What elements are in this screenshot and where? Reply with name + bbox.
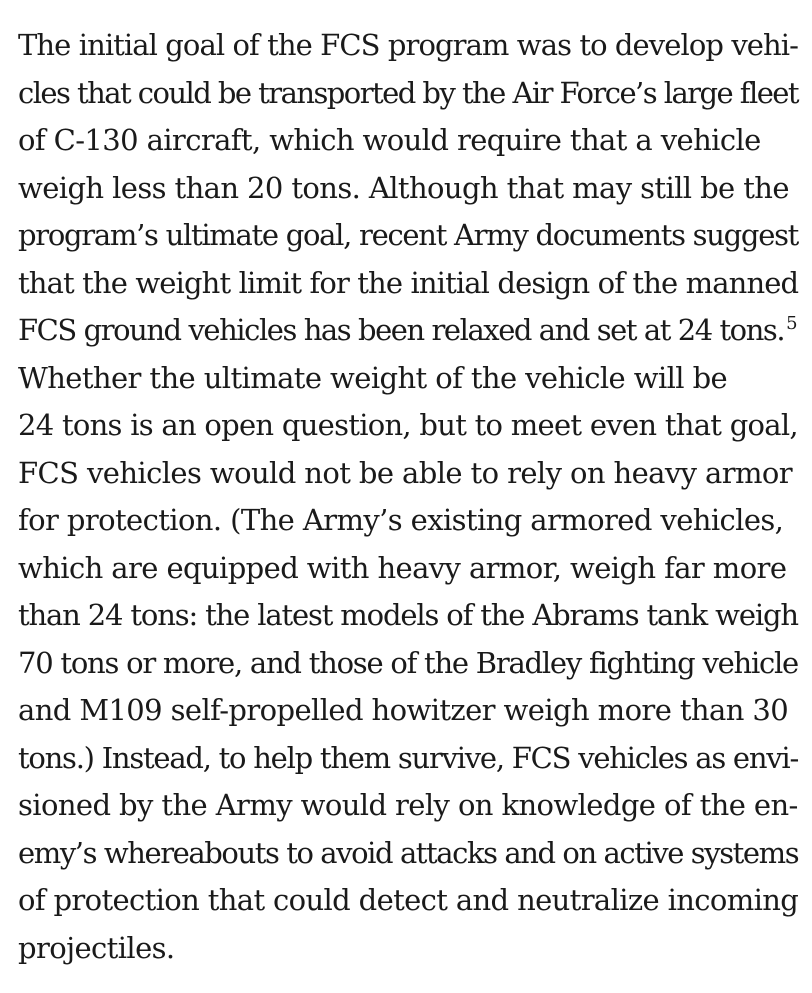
text-line: Whether the ultimate weight of the vehicle will be (18, 360, 728, 395)
text-line: 70 tons or more, and those of the Bradley fighting vehicle (18, 645, 798, 680)
text-line: FCS vehicles would not be able to rely on heavy armor (18, 455, 793, 490)
document-page (18, 22, 798, 972)
text-line: The initial goal of the FCS program was to develop vehi- (18, 28, 799, 62)
text-line: that the weight limit for the initial design of the manned (18, 265, 799, 300)
text-line-with-footnote (18, 307, 798, 355)
text-line: cles that could be transported by the Air Force’s large fleet (18, 75, 799, 110)
footnote-marker[interactable]: 5 (786, 313, 798, 334)
text-line: of C-130 aircraft, which would require that a vehicle (18, 123, 761, 157)
text-line: program’s ultimate goal, recent Army documents suggest (18, 218, 799, 252)
text-line: projectiles. (18, 930, 175, 965)
text-line: weigh less than 20 tons. Although that may still be the (18, 170, 789, 205)
text-line: of protection that could detect and neutralize incoming (18, 883, 799, 917)
text-line: sioned by the Army would rely on knowledge of the en- (18, 788, 798, 822)
text-line: and M109 self-propelled howitzer weigh more than 30 (18, 693, 789, 727)
text-line: 24 tons is an open question, but to meet even that goal, (18, 408, 798, 442)
text-line: for protection. (The Army’s existing armored vehicles, (18, 503, 784, 537)
text-line-content: FCS ground vehicles has been relaxed and set at 24 tons. (18, 313, 785, 347)
text-line: emy’s whereabouts to avoid attacks and on active systems (18, 835, 799, 870)
text-line: which are equipped with heavy armor, weigh far more (18, 550, 787, 585)
text-line: tons.) Instead, to help them survive, FCS vehicles as envi- (18, 740, 799, 775)
body-paragraph (18, 22, 798, 972)
text-line: than 24 tons: the latest models of the Abrams tank weigh (18, 598, 798, 632)
